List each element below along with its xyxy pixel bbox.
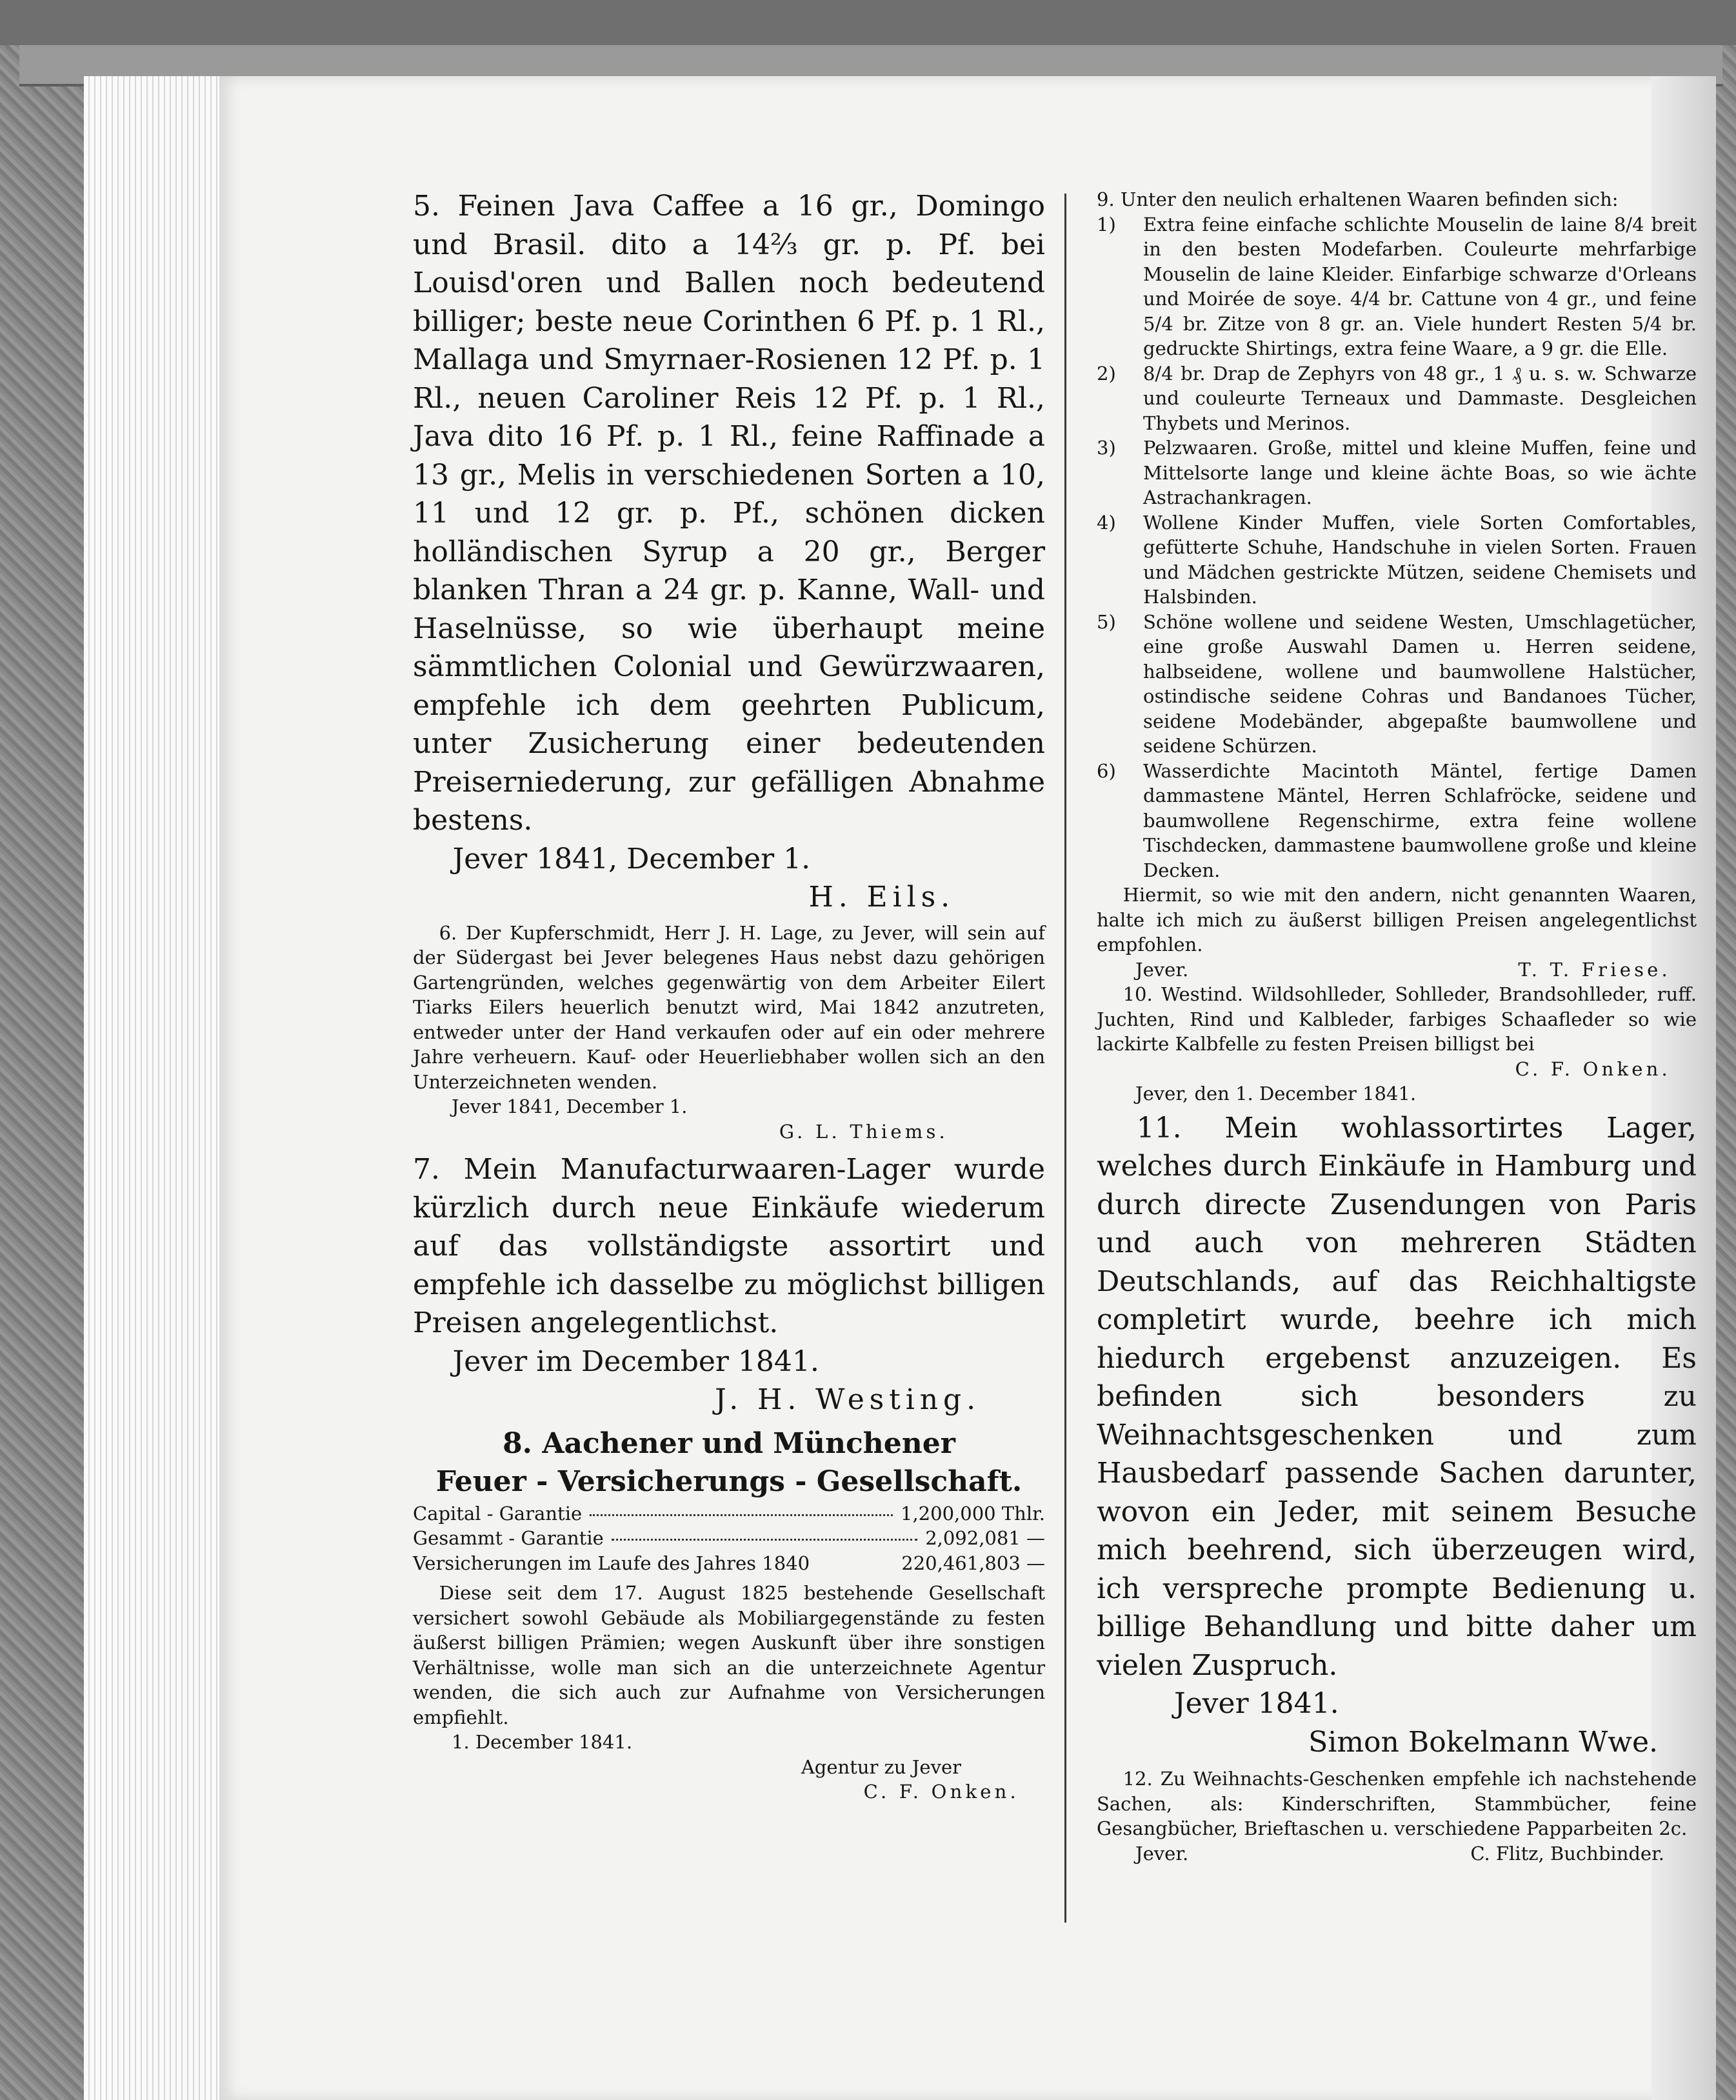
ad-8-text: Diese seit dem 17. August 1825 bestehende Gesellschaft versichert sowohl Gebäude als Mobiliargegenstände zu festen äußerst billigen Prämien; wegen Auskunft über ihre sonstigen Verhältnisse, wolle man sich an die unterzeichnete Agentur wenden, die sich auch zur Aufnahme von Versicherungen empfiehlt. xyxy=(413,1582,1045,1728)
ad-7-text: 7. Mein Manufacturwaaren-Lager wurde kürzlich durch neue Einkäufe wiederum auf das vollständigste assortirt und empfehle ich dasselbe zu möglichst billigen Preisen angelegentlichst. xyxy=(413,1153,1045,1339)
list-item: 1) Extra feine einfache schlichte Mouselin de laine 8/4 breit in den besten Modefarben. Couleurte mehrfarbige Mouselin de laine Kleider. Einfarbige schwarze d'Orleans und Moirée de soye. 4/4 br. Cattune von 4 gr., und feine 5/4 br. Zitze von 8 gr. an. Viele hundert Resten 5/4 br. gedruckte Shirtings, extra feine Waare, a 9 gr. die Elle. xyxy=(1097,213,1697,359)
ad-10-signature: C. F. Onken. xyxy=(1515,1057,1671,1080)
list-item: 2) 8/4 br. Drap de Zephyrs von 48 gr., 1 ₰ u. s. w. Schwarze und couleurte Terneaux und Dammaste. Desgleichen Thybets und Merinos. xyxy=(1097,362,1697,434)
ad-12-signature: C. Flitz, Buchbinder. xyxy=(1470,1842,1664,1865)
list-item: 3) Pelzwaaren. Große, mittel und kleine Muffen, feine und Mittelsorte lange und kleine ächte Boas, so wie ächte Astrachankragen. xyxy=(1097,437,1697,508)
ad-12-place: Jever. xyxy=(1135,1842,1189,1865)
ad-8-heading-2: Feuer - Versicherungs - Gesellschaft. xyxy=(435,1465,1023,1498)
ad-8-date: 1. December 1841. xyxy=(452,1731,633,1753)
ad-6-signature: G. L. Thiems. xyxy=(779,1120,948,1143)
ad-5-place: Jever 1841, December 1. xyxy=(452,842,811,875)
ad-8-signature: C. F. Onken. xyxy=(863,1781,1019,1803)
left-column xyxy=(413,187,1045,1805)
ad-6-text: 6. Der Kupferschmidt, Herr J. H. Lage, zu Jever, will sein auf der Südergast bei Jever belegenes Haus nebst dazu gehörigen Gartengründen, welches gegenwärtig von dem Arbeiter Eilert Tiarks Eilers heuerlich benutzt wird, Mai 1842 anzutreten, entweder unter der Hand verkaufen oder auf ein oder mehrere Jahre verheuern. Kauf- oder Heuerliebhaber wollen sich an den Unterzeichneten wenden. xyxy=(413,921,1045,1093)
ad-5-text: 5. Feinen Java Caffee a 16 gr., Domingo und Brasil. dito a 14⅔ gr. p. Pf. bei Louisd'oren und Ballen noch bedeutend billiger; beste neue Corinthen 6 Pf. p. 1 Rl., Mallaga und Smyrnaer-Rosienen 12 Pf. p. 1 Rl., neuen Caroliner Reis 12 Pf. p. 1 Rl., Java dito 16 Pf. p. 1 Rl., feine Raffinade a 13 gr., Melis in verschiedenen Sorten a 10, 11 und 12 gr. p. Pf., schönen dicken holländischen Syrup a 20 gr., Berger blanken Thran a 24 gr. p. Kanne, Wall- und Haselnüsse, so wie überhaupt meine sämmtlichen Colonial und Gewürzwaaren, empfehle ich dem geehrten Publicum, unter Zusicherung einer bedeutenden Preiserniederung, zur gefälligen Abnahme bestens. xyxy=(413,190,1045,837)
ad-8-row-total: Gesammt - Garantie 2,092,081 — xyxy=(413,1527,1045,1549)
ad-8-heading-1: 8. Aachener und Münchener xyxy=(503,1426,955,1460)
ad-8-row-insured: Versicherungen im Laufe des Jahres 1840 220,461,803 — xyxy=(413,1552,1045,1574)
ad-10-text: 10. Westind. Wildsohlleder, Sohlleder, Brandsohlleder, ruff. Juchten, Rind und Kalbleder, farbiges Schaafleder so wie lackirte Kalbfelle zu festen Preisen billigst bei xyxy=(1097,983,1697,1055)
ad-10-place: Jever, den 1. December 1841. xyxy=(1135,1083,1417,1105)
list-item: 4) Wollene Kinder Muffen, viele Sorten Comfortables, gefütterte Schuhe, Handschuhe in vielen Sorten. Frauen und Mädchen gestrickte Mützen, seidene Chemisets und Halsbinden. xyxy=(1097,511,1697,608)
ad-8-agency: Agentur zu Jever xyxy=(801,1755,961,1778)
page-edges xyxy=(84,76,232,2100)
ad-7-signature: J. H. Westing. xyxy=(715,1383,981,1416)
ad-11-text: 11. Mein wohlassortirtes Lager, welches durch Einkäufe in Hamburg und durch directe Zusendungen von Paris und auch von mehreren Städten Deutschlands, auf das Reichhaltigste completirt wurde, beehre ich mich hiedurch ergebenst anzuzeigen. Es befinden sich besonders zu Weihnachtsgeschenken und zum Hausbedarf passende Sachen darunter, wovon ein Jeder, mit seinem Besuche mich beehrend, sich überzeugen wird, ich verspreche prompte Bedienung u. billige Behandlung und bitte daher um vielen Zuspruch. xyxy=(1097,1111,1697,1682)
ad-9-signature: T. T. Friese. xyxy=(1518,958,1671,981)
ad-9-closing: Hiermit, so wie mit den andern, nicht genannten Waaren, halte ich mich zu äußerst billigen Preisen angelegentlichst empfohlen. xyxy=(1097,884,1697,955)
list-item: 6) Wasserdichte Macintoth Mäntel, fertige Damen dammastene Mäntel, Herren Schlafröcke, seidene und baumwollene Regenschirme, extra feine wollene Tischdecken, dammastene baumwollene große und kleine Decken. xyxy=(1097,759,1697,881)
ad-9-place: Jever. xyxy=(1135,958,1189,981)
ad-11-place: Jever 1841. xyxy=(1174,1687,1339,1720)
ad-9-intro: 9. Unter den neulich erhaltenen Waaren befinden sich: xyxy=(1097,188,1619,210)
column-divider xyxy=(1064,194,1066,1923)
ad-8-figures xyxy=(413,1501,1045,1576)
ad-11-signature: Simon Bokelmann Wwe. xyxy=(1308,1725,1658,1759)
ad-6-place: Jever 1841, December 1. xyxy=(452,1095,688,1117)
ad-8-row-capital: Capital - Garantie 1,200,000 Thlr. xyxy=(413,1502,1045,1525)
ad-5-signature: H. Eils. xyxy=(808,881,955,914)
right-column xyxy=(1097,187,1697,1866)
ad-7-place: Jever im December 1841. xyxy=(452,1345,819,1378)
ad-12-text: 12. Zu Weihnachts-Geschenken empfehle ich nachstehende Sachen, als: Kinderschriften, Stammbücher, feine Gesangbücher, Brieftaschen u. verschiedene Papparbeiten 2c. xyxy=(1097,1768,1697,1839)
list-item: 5) Schöne wollene und seidene Westen, Umschlagetücher, eine große Auswahl Damen u. Herren seidene, halbseidene, wollene und baumwollene Halstücher, ostindische seidene Cohras und Bandanoes Tücher, seidene Modebänder, abgepaßte baumwollene und seidene Schürzen. xyxy=(1097,610,1697,757)
